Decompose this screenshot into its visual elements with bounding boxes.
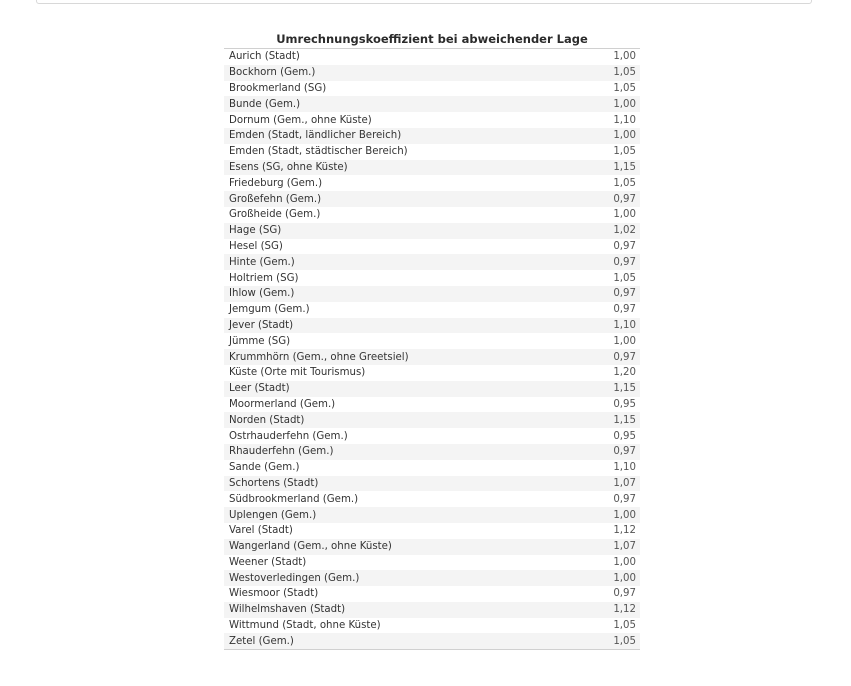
row-label: Wiesmoor (Stadt) — [229, 588, 319, 600]
row-label: Wittmund (Stadt, ohne Küste) — [229, 620, 381, 632]
table-row — [224, 491, 640, 507]
table-row — [224, 412, 640, 428]
row-value: 1,00 — [613, 572, 636, 584]
table-row — [224, 586, 640, 602]
row-label: Varel (Stadt) — [229, 525, 293, 537]
row-value: 1,00 — [613, 130, 636, 142]
row-label: Ostrhauderfehn (Gem.) — [229, 430, 348, 442]
table-row — [224, 270, 640, 286]
table-row — [224, 333, 640, 349]
row-value: 1,05 — [613, 620, 636, 632]
row-label: Leer (Stadt) — [229, 383, 290, 395]
row-label: Emden (Stadt, ländlicher Bereich) — [229, 130, 402, 142]
table-row — [224, 349, 640, 365]
table-row — [224, 539, 640, 555]
row-label: Ihlow (Gem.) — [229, 288, 295, 300]
table-row — [224, 128, 640, 144]
row-value: 0,97 — [613, 288, 636, 300]
table-row — [224, 65, 640, 81]
row-value: 0,97 — [613, 256, 636, 268]
row-value: 1,05 — [613, 177, 636, 189]
row-value: 1,10 — [613, 319, 636, 331]
row-label: Sande (Gem.) — [229, 462, 300, 474]
row-label: Esens (SG, ohne Küste) — [229, 161, 348, 173]
row-value: 1,02 — [613, 225, 636, 237]
table-row — [224, 96, 640, 112]
row-value: 0,97 — [613, 588, 636, 600]
row-value: 1,12 — [613, 604, 636, 616]
row-value: 0,97 — [613, 493, 636, 505]
row-value: 1,00 — [613, 51, 636, 63]
table-body — [224, 49, 640, 649]
row-label: Hage (SG) — [229, 225, 282, 237]
table-row — [224, 428, 640, 444]
row-value: 1,05 — [613, 82, 636, 94]
table-row — [224, 81, 640, 97]
row-value: 1,00 — [613, 98, 636, 110]
row-label: Großefehn (Gem.) — [229, 193, 322, 205]
row-label: Südbrookmerland (Gem.) — [229, 493, 359, 505]
row-value: 1,05 — [613, 146, 636, 158]
row-label: Dornum (Gem., ohne Küste) — [229, 114, 372, 126]
table-row — [224, 570, 640, 586]
table-row — [224, 555, 640, 571]
row-label: Norden (Stadt) — [229, 414, 305, 426]
table-bottom-border — [224, 649, 640, 650]
row-value: 1,00 — [613, 209, 636, 221]
table-row — [224, 460, 640, 476]
row-value: 1,12 — [613, 525, 636, 537]
row-value: 0,95 — [613, 430, 636, 442]
table-row — [224, 523, 640, 539]
table-row — [224, 302, 640, 318]
table-row — [224, 144, 640, 160]
row-label: Jümme (SG) — [229, 335, 291, 347]
row-label: Jever (Stadt) — [229, 319, 294, 331]
row-value: 1,10 — [613, 114, 636, 126]
row-label: Holtriem (SG) — [229, 272, 299, 284]
row-value: 0,97 — [613, 193, 636, 205]
top-card-edge — [36, 0, 812, 4]
row-value: 1,00 — [613, 335, 636, 347]
table-row — [224, 365, 640, 381]
table-row — [224, 112, 640, 128]
table-row — [224, 507, 640, 523]
table-row — [224, 444, 640, 460]
row-value: 1,05 — [613, 272, 636, 284]
row-label: Weener (Stadt) — [229, 556, 307, 568]
row-label: Wangerland (Gem., ohne Küste) — [229, 541, 392, 553]
row-value: 1,07 — [613, 477, 636, 489]
row-label: Moormerland (Gem.) — [229, 398, 336, 410]
row-value: 0,97 — [613, 304, 636, 316]
table-row — [224, 618, 640, 634]
row-label: Großheide (Gem.) — [229, 209, 321, 221]
table-row — [224, 602, 640, 618]
row-label: Schortens (Stadt) — [229, 477, 319, 489]
row-value: 0,97 — [613, 446, 636, 458]
row-value: 0,95 — [613, 398, 636, 410]
table-row — [224, 160, 640, 176]
table-row — [224, 191, 640, 207]
row-value: 1,15 — [613, 414, 636, 426]
table-row — [224, 286, 640, 302]
row-label: Brookmerland (SG) — [229, 82, 327, 94]
row-label: Rhauderfehn (Gem.) — [229, 446, 334, 458]
row-label: Bunde (Gem.) — [229, 98, 301, 110]
row-value: 1,20 — [613, 367, 636, 379]
row-label: Hesel (SG) — [229, 240, 283, 252]
row-value: 0,97 — [613, 240, 636, 252]
row-value: 1,05 — [613, 67, 636, 79]
coefficient-table — [224, 30, 640, 650]
row-label: Hinte (Gem.) — [229, 256, 295, 268]
table-row — [224, 397, 640, 413]
row-label: Westoverledingen (Gem.) — [229, 572, 360, 584]
row-value: 1,15 — [613, 383, 636, 395]
row-value: 1,00 — [613, 509, 636, 521]
table-row — [224, 381, 640, 397]
table-title: Umrechnungskoeffizient bei abweichender Lage — [224, 30, 640, 49]
row-label: Aurich (Stadt) — [229, 51, 300, 63]
table-row — [224, 633, 640, 649]
row-label: Uplengen (Gem.) — [229, 509, 317, 521]
row-label: Bockhorn (Gem.) — [229, 67, 316, 79]
table-row — [224, 223, 640, 239]
row-value: 1,05 — [613, 635, 636, 647]
row-label: Friedeburg (Gem.) — [229, 177, 323, 189]
row-value: 0,97 — [613, 351, 636, 363]
row-value: 1,00 — [613, 556, 636, 568]
row-value: 1,10 — [613, 462, 636, 474]
table-row — [224, 175, 640, 191]
row-label: Krummhörn (Gem., ohne Greetsiel) — [229, 351, 409, 363]
table-row — [224, 318, 640, 334]
row-value: 1,15 — [613, 161, 636, 173]
row-label: Wilhelmshaven (Stadt) — [229, 604, 346, 616]
table-row — [224, 254, 640, 270]
table-row — [224, 49, 640, 65]
row-label: Emden (Stadt, städtischer Bereich) — [229, 146, 408, 158]
row-value: 1,07 — [613, 541, 636, 553]
table-row — [224, 207, 640, 223]
row-label: Zetel (Gem.) — [229, 635, 294, 647]
table-row — [224, 239, 640, 255]
row-label: Jemgum (Gem.) — [229, 304, 310, 316]
row-label: Küste (Orte mit Tourismus) — [229, 367, 366, 379]
table-row — [224, 476, 640, 492]
